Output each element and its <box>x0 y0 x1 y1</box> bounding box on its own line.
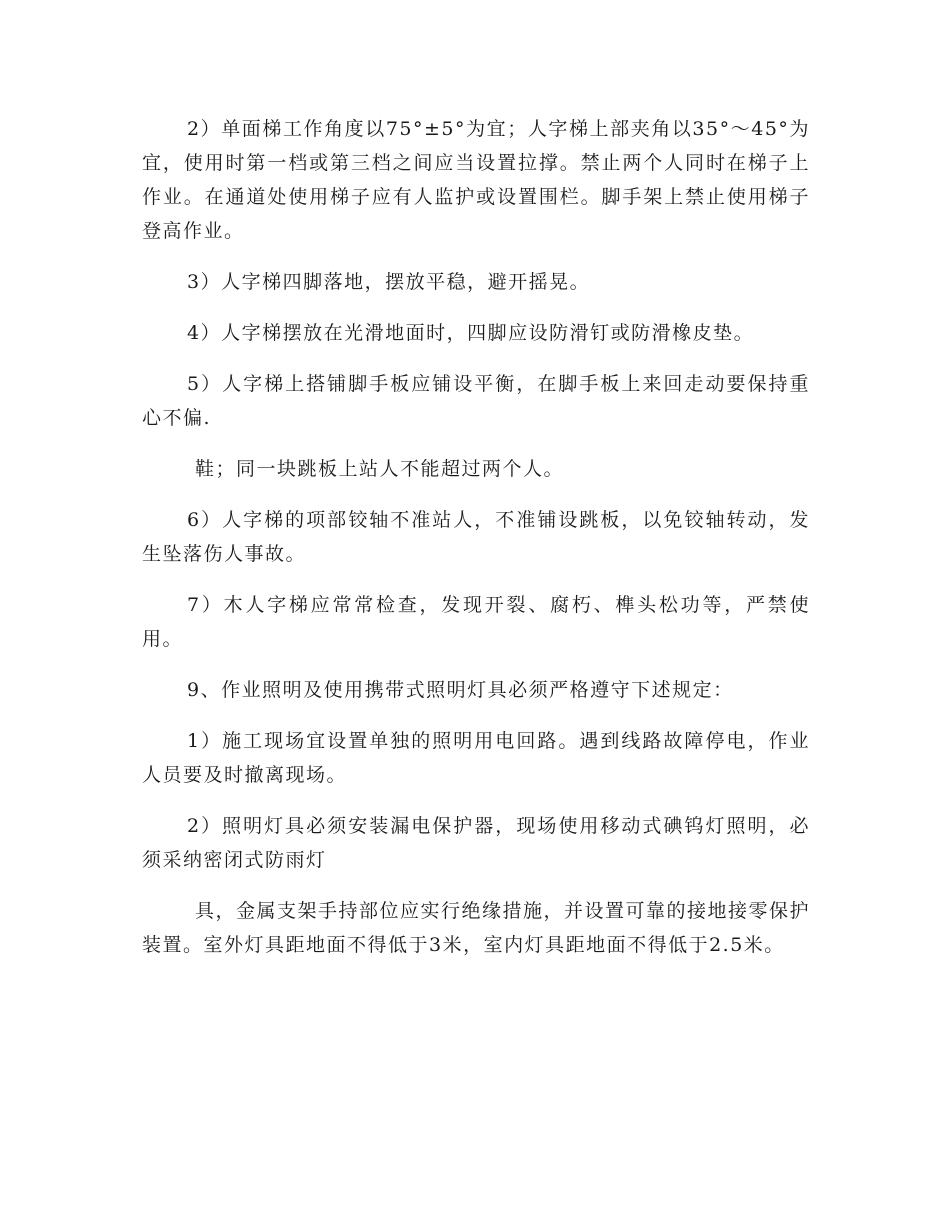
paragraph-ladder-plank: 5）人字梯上搭铺脚手板应铺设平衡，在脚手板上来回走动要保持重心不偏. <box>142 373 810 429</box>
paragraph-leakage-protector: 2）照明灯具必须安装漏电保护器，现场使用移动式碘钨灯照明，必须采纳密闭式防雨灯 <box>142 815 810 871</box>
paragraph-ladder-hinge: 6）人字梯的项部铰轴不准站人，不准铺设跳板，以免铰轴转动，发生坠落伤人事故。 <box>142 509 810 565</box>
paragraph-lamp-height: 具，金属支架手持部位应实行绝缘措施，并设置可靠的接地接零保护装置。室外灯具距地面不得低于3米，室内灯具距地面不得低于2.5米。 <box>142 900 811 956</box>
section-heading-lighting: 9、作业照明及使用携带式照明灯具必须严格遵守下述规定： <box>187 679 734 701</box>
paragraph-plank-limit: 鞋；同一块跳板上站人不能超过两个人。 <box>195 458 565 480</box>
paragraph-ladder-antislip: 4）人字梯摆放在光滑地面时，四脚应设防滑钉或防滑橡皮垫。 <box>187 322 755 344</box>
paragraph-ladder-feet: 3）人字梯四脚落地，摆放平稳，避开摇晃。 <box>187 271 591 293</box>
paragraph-ladder-angle: 2）单面梯工作角度以75°±5°为宜；人字梯上部夹角以35°～45°为宜，使用时第一档或第三档之间应当设置拉撑。禁止两个人同时在梯子上作业。在通道处使用梯子应有人监护或设置围栏。脚手架上禁止使用梯子登高作业。 <box>142 118 810 242</box>
document-body <box>142 112 810 979</box>
paragraph-wooden-ladder: 7）木人字梯应常常检查，发现开裂、腐朽、榫头松功等，严禁使用。 <box>142 594 810 650</box>
paragraph-lighting-circuit: 1）施工现场宜设置单独的照明用电回路。遇到线路故障停电，作业人员要及时撤离现场。 <box>142 730 810 786</box>
